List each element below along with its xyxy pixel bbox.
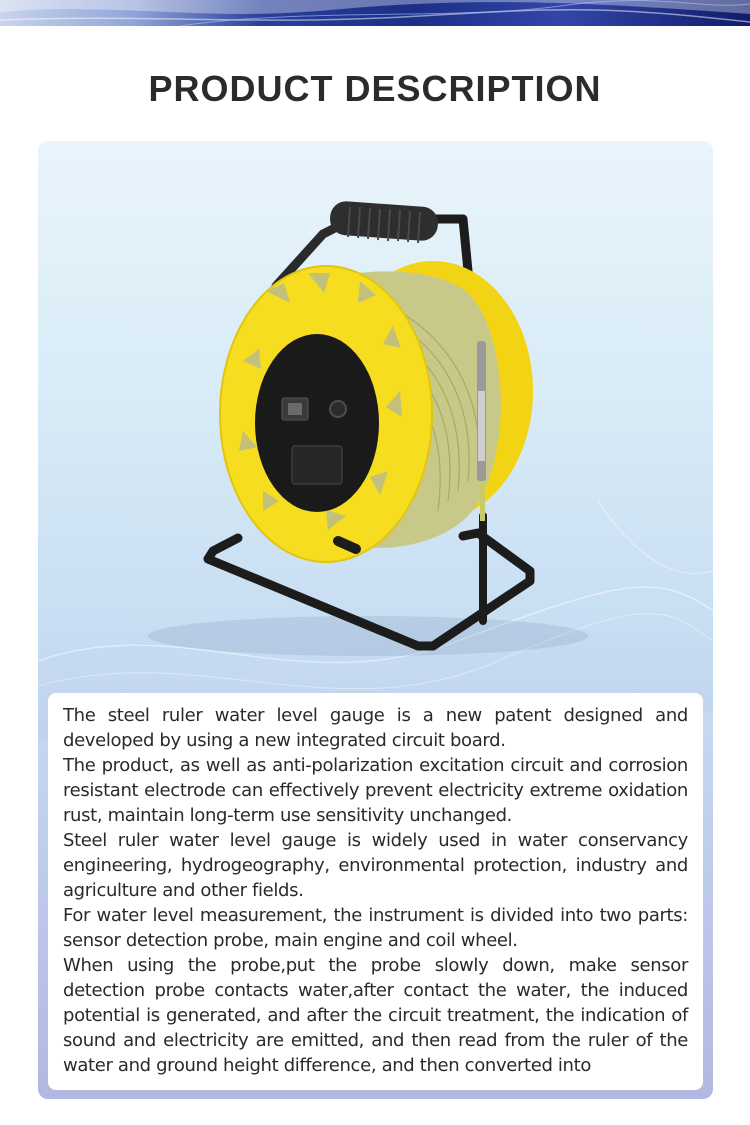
description-card [48, 693, 703, 1090]
handle-grip [329, 200, 439, 243]
banner-wave-decoration [0, 0, 750, 26]
indicator-knob [330, 401, 346, 417]
top-banner [0, 0, 750, 26]
product-image [38, 141, 713, 701]
page-title: PRODUCT DESCRIPTION [148, 68, 602, 109]
description-paragraph-4: For water level measurement, the instrument is divided into two parts: sensor detection probe, main engine and coil wheel. [63, 905, 688, 951]
product-panel [38, 141, 713, 1099]
description-paragraph-5: When using the probe,put the probe slowly down, make sensor detection probe contacts water,after contact the water, the induced potential is generated, and after the circuit treatment, the indication of sound and electricity are emitted, and then read from the ruler of the water and ground height difference, and then converted into [63, 955, 688, 1076]
description-paragraph-2: The product, as well as anti-polarization excitation circuit and corrosion resistant electrode can effectively prevent electricity extreme oxidation rust, maintain long-term use sensitivity unchanged. [63, 755, 688, 826]
control-panel [255, 334, 379, 512]
battery-cover [292, 446, 342, 484]
description-paragraph-1: The steel ruler water level gauge is a new patent designed and developed by using a new integrated circuit board. [63, 705, 688, 751]
description-paragraph-3: Steel ruler water level gauge is widely used in water conservancy engineering, hydrogeography, environmental protection, industry and agriculture and other fields. [63, 830, 688, 901]
probe-cable [480, 481, 485, 521]
